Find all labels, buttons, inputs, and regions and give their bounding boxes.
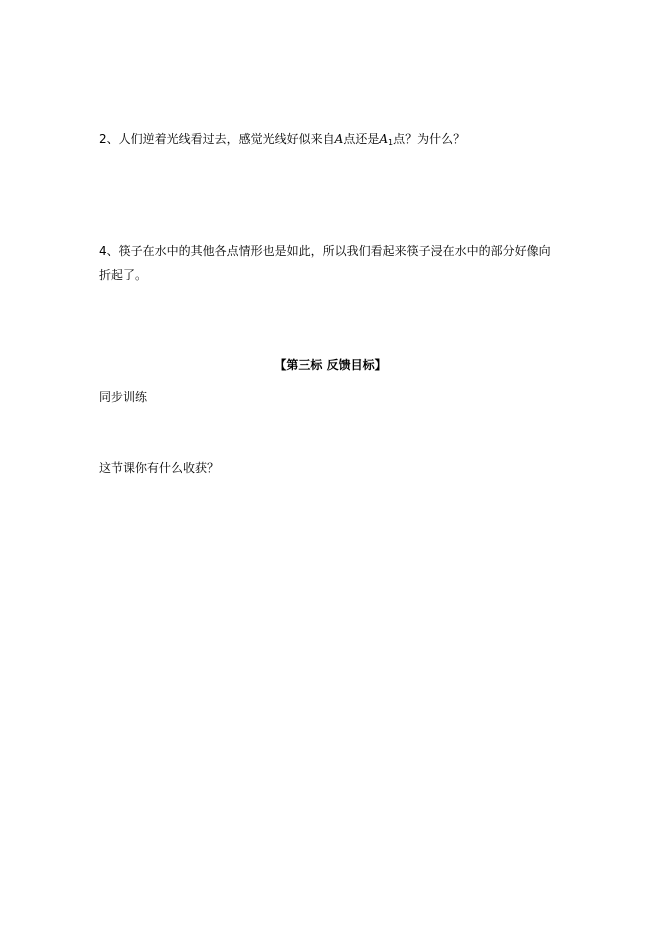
question-2 [99, 130, 465, 152]
harvest-question: 这节课你有什么收获？ [99, 461, 220, 475]
point-a1-label: A [379, 132, 388, 146]
sync-training-label: 同步训练 [99, 390, 148, 404]
point-a-label: A [334, 132, 344, 146]
question-2-middle: 点还是 [343, 132, 380, 146]
question-4-line-2: 折起了。 [99, 268, 148, 282]
question-4-line-1: 4、筷子在水中的其他各点情形也是如此，所以我们看起来筷子浸在水中的部分好像向 [99, 244, 551, 258]
point-a1-subscript: 1 [388, 138, 394, 147]
section-title: 【第三标 反馈目标】 [274, 358, 387, 372]
question-2-suffix: 点？为什么？ [393, 132, 466, 146]
question-2-prefix: 2、人们逆着光线看过去，感觉光线好似来自 [99, 132, 335, 146]
